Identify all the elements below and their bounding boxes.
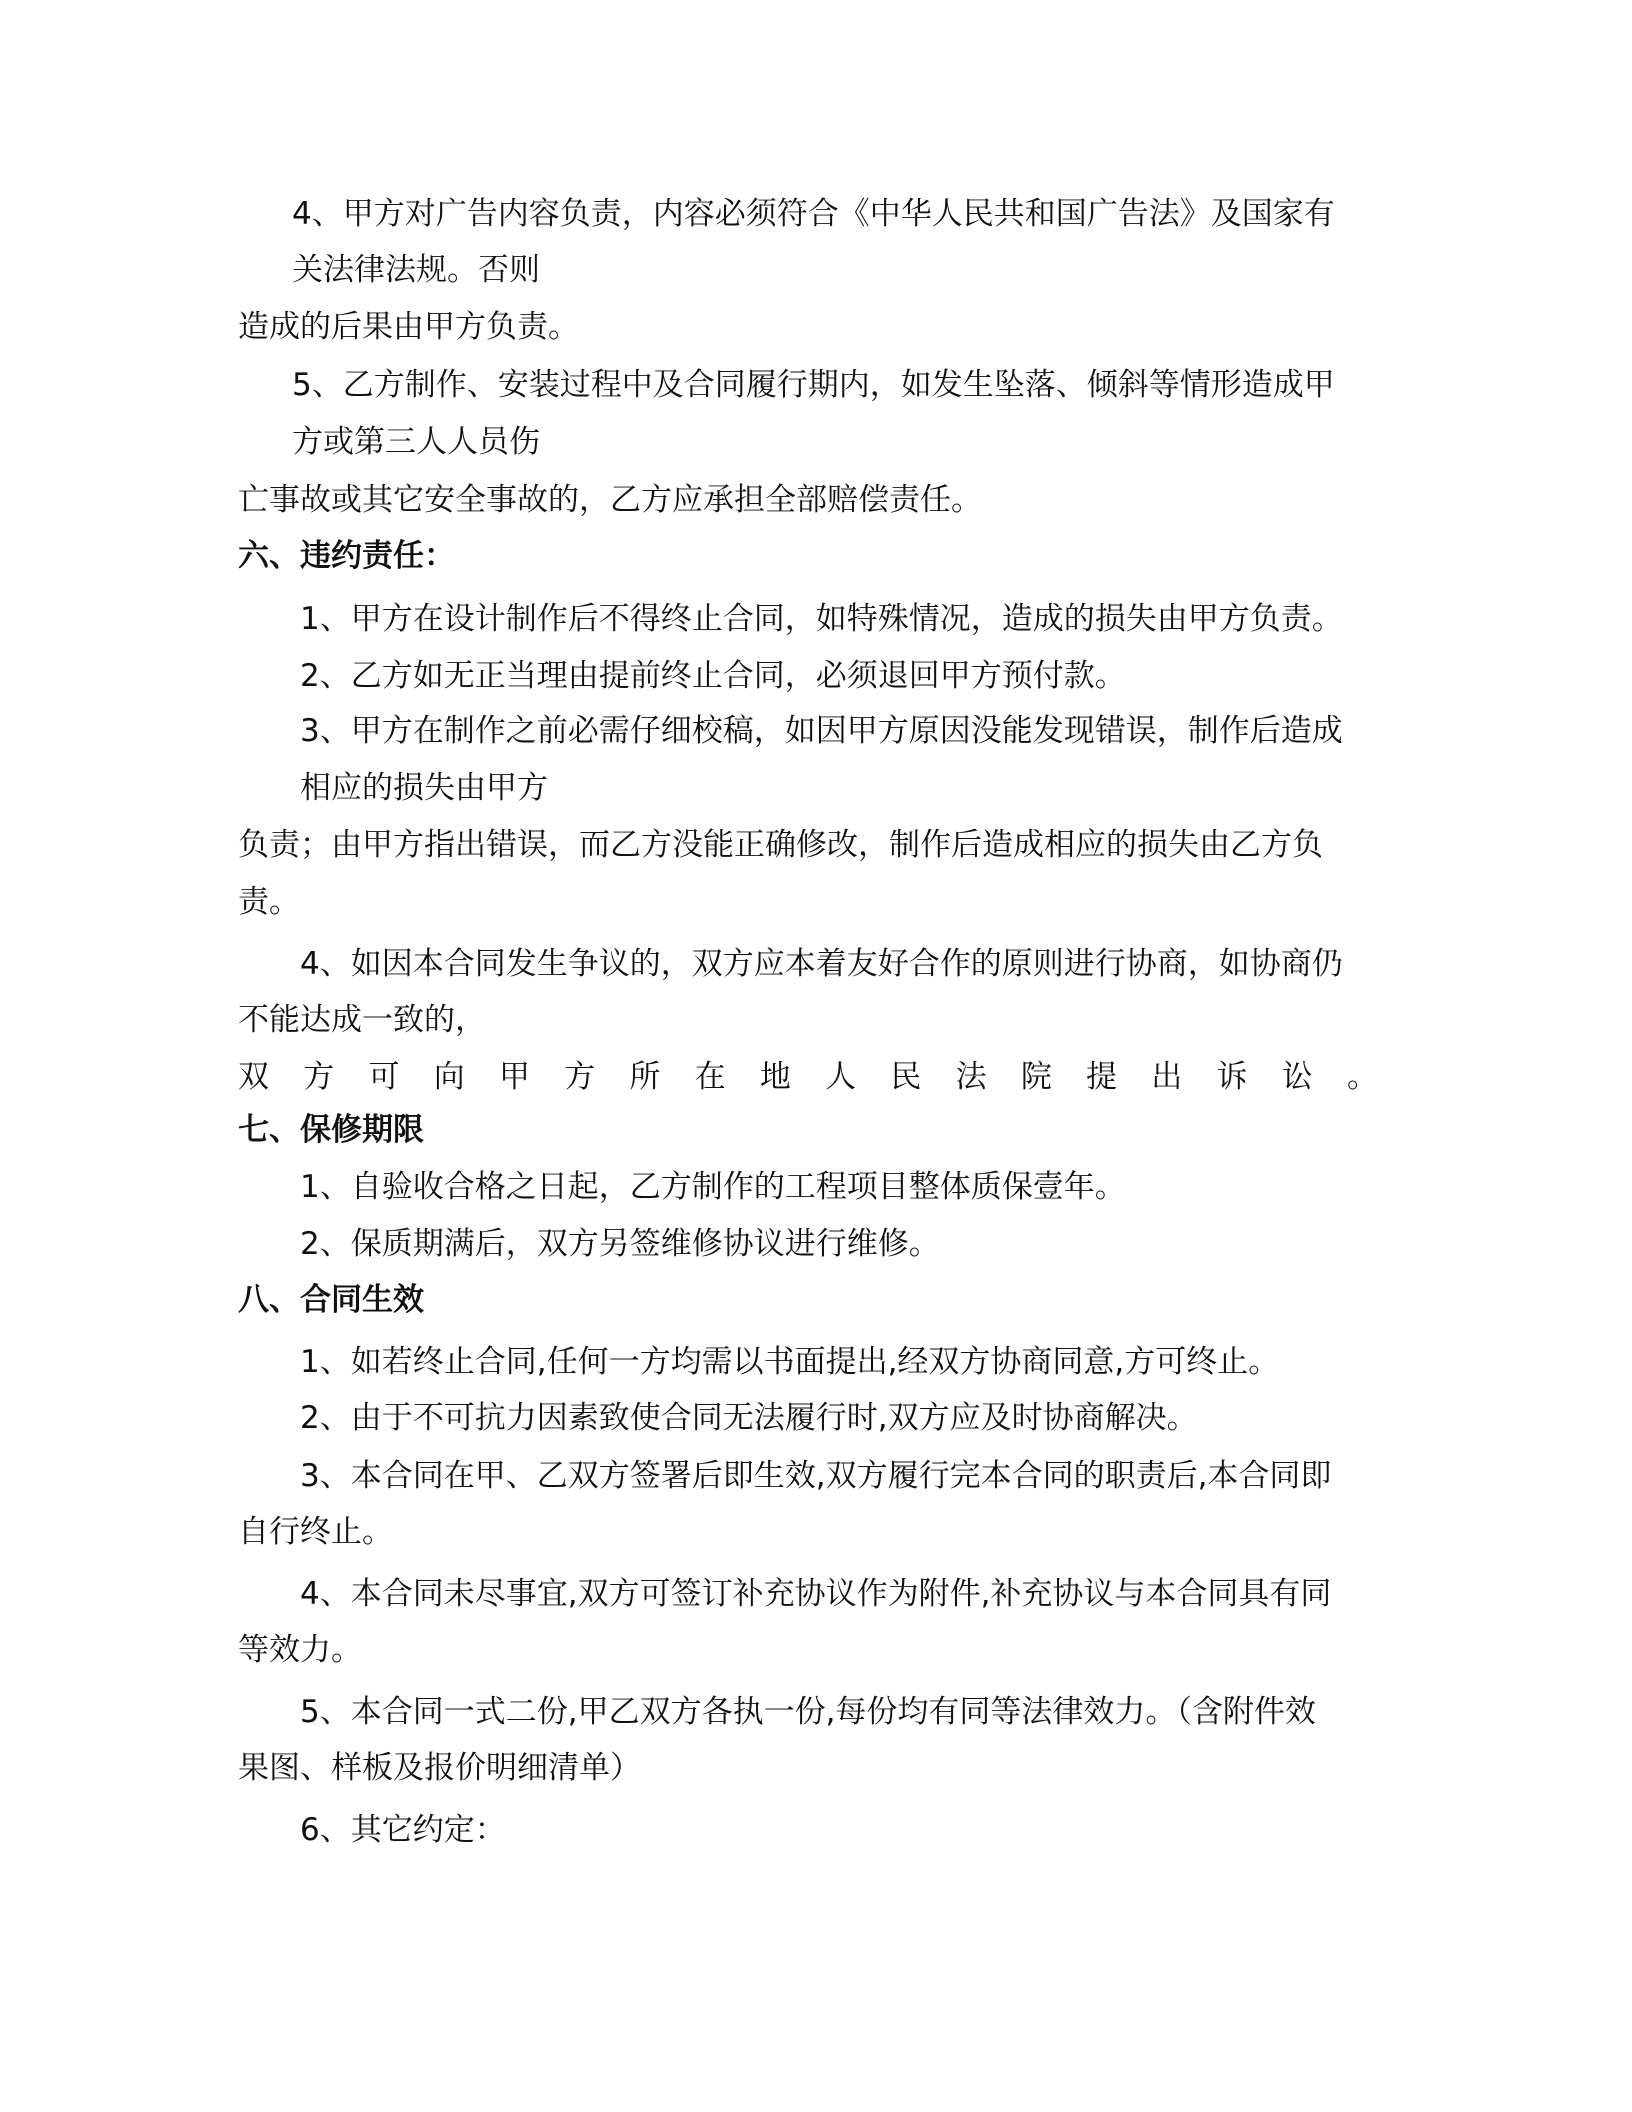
warranty-clause-1: 1、自验收合格之日起，乙方制作的工程项目整体质保壹年。: [300, 1169, 1126, 1205]
spread-char: 向: [433, 1059, 465, 1095]
clause-4-line-3: 造成的后果由甲方负责。: [238, 309, 579, 345]
effect-clause-4-line-2: 等效力。: [238, 1632, 362, 1668]
clause-4-line-1: 4、甲方对广告内容负责，内容必须符合《中华人民共和国广告法》及国家有: [292, 196, 1335, 232]
spread-char: 在: [694, 1059, 726, 1095]
spread-char: 院: [1020, 1059, 1052, 1095]
spread-char: 讼: [1281, 1059, 1313, 1095]
clause-5-line-3: 亡事故或其它安全事故的，乙方应承担全部赔偿责任。: [238, 482, 982, 518]
clause-5-line-1: 5、乙方制作、安装过程中及合同履行期内，如发生坠落、倾斜等情形造成甲: [292, 367, 1335, 403]
clause-4-line-2: 关法律法规。否则: [292, 252, 540, 288]
section-heading-breach-liability: 六、违约责任：: [238, 538, 455, 574]
spread-char: 出: [1151, 1059, 1183, 1095]
breach-clause-2: 2、乙方如无正当理由提前终止合同，必须退回甲方预付款。: [300, 658, 1126, 694]
breach-clause-1: 1、甲方在设计制作后不得终止合同，如特殊情况，造成的损失由甲方负责。: [300, 601, 1343, 637]
breach-clause-4-line-1: 4、如因本合同发生争议的，双方应本着友好合作的原则进行协商，如协商仍: [300, 946, 1343, 982]
spread-char: 提: [1086, 1059, 1118, 1095]
effect-clause-4-line-1: 4、本合同未尽事宜,双方可签订补充协议作为附件,补充协议与本合同具有同: [300, 1576, 1332, 1612]
spread-char: 。: [1346, 1059, 1378, 1095]
breach-clause-4-line-3: [238, 1057, 1378, 1097]
breach-clause-4-line-2: 不能达成一致的，: [238, 1002, 486, 1038]
spread-char: 甲: [498, 1059, 530, 1095]
spread-char: 法: [955, 1059, 987, 1095]
effect-clause-3-line-2: 自行终止。: [238, 1514, 393, 1550]
effect-clause-1: 1、如若终止合同,任何一方均需以书面提出,经双方协商同意,方可终止。: [300, 1344, 1280, 1380]
section-heading-warranty-period: 七、保修期限: [238, 1112, 424, 1148]
spread-char: 方: [303, 1059, 335, 1095]
effect-clause-3-line-1: 3、本合同在甲、乙双方签署后即生效,双方履行完本合同的职责后,本合同即: [300, 1458, 1332, 1494]
section-heading-contract-effect: 八、合同生效: [238, 1282, 424, 1318]
spread-char: 地: [759, 1059, 791, 1095]
effect-clause-5-line-2: 果图、样板及报价明细清单）: [238, 1750, 641, 1786]
breach-clause-3-line-4: 责。: [238, 884, 300, 920]
effect-clause-6: 6、其它约定：: [300, 1812, 506, 1848]
spread-char: 诉: [1216, 1059, 1248, 1095]
spread-char: 人: [825, 1059, 857, 1095]
spread-char: 所: [629, 1059, 661, 1095]
effect-clause-5-line-1: 5、本合同一式二份,甲乙双方各执一份,每份均有同等法律效力。（含附件效: [300, 1694, 1316, 1730]
warranty-clause-2: 2、保质期满后，双方另签维修协议进行维修。: [300, 1226, 940, 1262]
spread-char: 方: [564, 1059, 596, 1095]
spread-char: 可: [368, 1059, 400, 1095]
effect-clause-2: 2、由于不可抗力因素致使合同无法履行时,双方应及时协商解决。: [300, 1400, 1198, 1436]
spread-char: 民: [890, 1059, 922, 1095]
breach-clause-3-line-1: 3、甲方在制作之前必需仔细校稿，如因甲方原因没能发现错误，制作后造成: [300, 713, 1343, 749]
breach-clause-3-line-3: 负责；由甲方指出错误，而乙方没能正确修改，制作后造成相应的损失由乙方负: [238, 827, 1323, 863]
clause-5-line-2: 方或第三人人员伤: [292, 424, 540, 460]
spread-char: 双: [238, 1059, 269, 1095]
breach-clause-3-line-2: 相应的损失由甲方: [300, 770, 548, 806]
